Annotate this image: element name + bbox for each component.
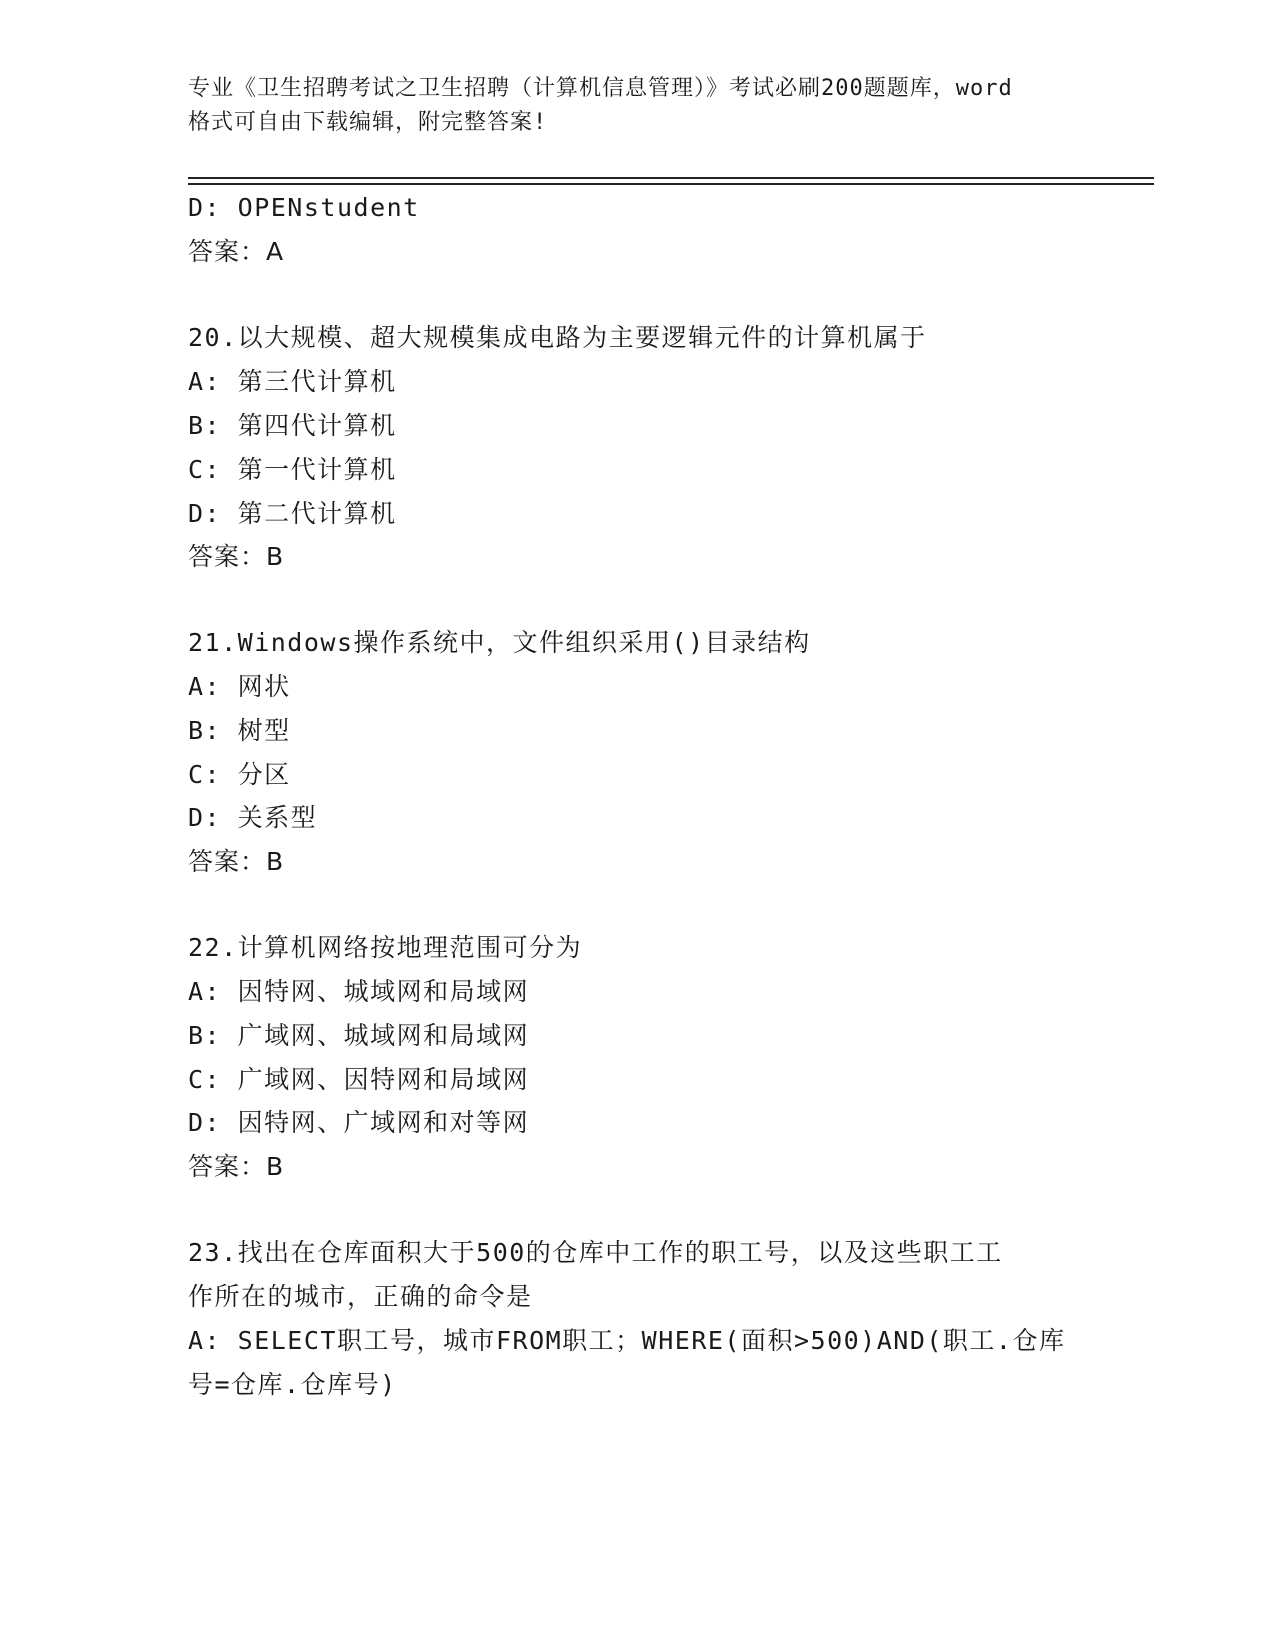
q20-option-b: B: 第四代计算机: [188, 411, 397, 440]
q21-option-b: B: 树型: [188, 716, 291, 745]
q21-option-c: C: 分区: [188, 760, 291, 789]
q20-option-d: D: 第二代计算机: [188, 499, 397, 528]
q22-option-b: B: 广域网、城域网和局域网: [188, 1021, 530, 1050]
q21-answer: 答案：B: [188, 847, 285, 876]
q20-answer: 答案：B: [188, 542, 285, 571]
q21-option-a: A: 网状: [188, 672, 291, 701]
q20-option-c: C: 第一代计算机: [188, 455, 397, 484]
q19-answer: 答案：A: [188, 237, 285, 266]
header-divider-bottom: [188, 183, 1154, 185]
q19-option-d: D: OPENstudent: [188, 193, 420, 222]
q23-option-a-line-2: 号=仓库.仓库号): [188, 1370, 397, 1399]
q20-question: 20.以大规模、超大规模集成电路为主要逻辑元件的计算机属于: [188, 323, 927, 352]
q21-option-d: D: 关系型: [188, 803, 318, 832]
q22-option-d: D: 因特网、广域网和对等网: [188, 1108, 530, 1137]
document-header: [188, 72, 1088, 140]
q22-option-c: C: 广域网、因特网和局域网: [188, 1065, 530, 1094]
q22-option-a: A: 因特网、城域网和局域网: [188, 977, 530, 1006]
q23-option-a-line-1: A: SELECT职工号，城市FROM职工；WHERE(面积>500)AND(职工.仓库: [188, 1326, 1066, 1355]
q23-question-line-1: 23.找出在仓库面积大于500的仓库中工作的职工号，以及这些职工工: [188, 1238, 1003, 1267]
q20-option-a: A: 第三代计算机: [188, 367, 397, 396]
header-line-2: 格式可自由下载编辑，附完整答案!: [188, 110, 548, 135]
q23-question-line-2: 作所在的城市，正确的命令是: [188, 1282, 533, 1311]
q21-question: 21.Windows操作系统中，文件组织采用()目录结构: [188, 628, 811, 657]
header-line-1: 专业《卫生招聘考试之卫生招聘（计算机信息管理）》考试必刷200题题库，word: [188, 76, 1013, 101]
q22-answer: 答案：B: [188, 1152, 285, 1181]
header-divider-top: [188, 177, 1154, 179]
q22-question: 22.计算机网络按地理范围可分为: [188, 933, 583, 962]
